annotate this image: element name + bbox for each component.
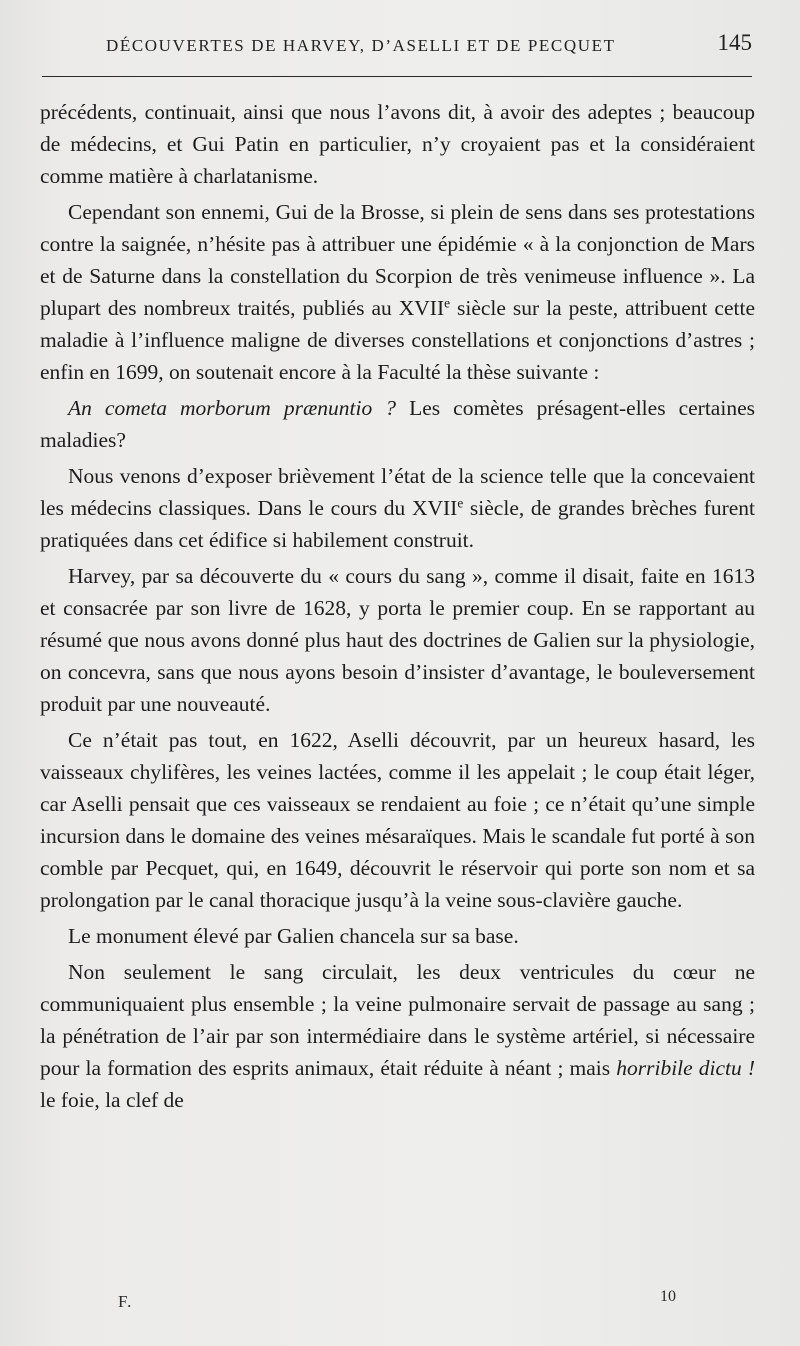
paragraph bbox=[40, 724, 755, 916]
text-run: Les comètes présagent-elles certaines maladies? bbox=[40, 396, 755, 452]
text-run: Non seulement le sang circulait, les deux ventricules du cœur ne communiquaient plus ensemble ; la veine pulmonaire servait de passage au sang ; la pénétration de l’air par son intermédiaire dans le système artériel, si nécessaire pour la formation des esprits animaux, était réduite à néant ; mais bbox=[40, 960, 755, 1080]
signature-mark: F. bbox=[118, 1292, 133, 1311]
superscript: e bbox=[444, 295, 451, 311]
text-run: Le monument élevé par Galien chancela sur sa base. bbox=[68, 924, 519, 948]
page-number: 145 bbox=[717, 30, 752, 55]
running-head: DÉCOUVERTES DE HARVEY, D’ASELLI ET DE PECQUET bbox=[106, 36, 616, 55]
sheet-number: 10 bbox=[660, 1288, 676, 1305]
paragraph bbox=[40, 560, 755, 720]
paragraph bbox=[40, 392, 755, 456]
paragraph bbox=[40, 920, 755, 952]
superscript: e bbox=[457, 495, 464, 511]
header-rule bbox=[42, 76, 752, 77]
body-text bbox=[40, 96, 755, 1116]
text-run: le foie, la clef de bbox=[40, 1088, 184, 1112]
paragraph bbox=[40, 460, 755, 556]
text-run: Cependant son ennemi, Gui de la Brosse, si plein de sens dans ses protestations contre la saignée, n’hésite pas à attribuer une épidémie « à la conjonction de Mars et de Saturne dans la constellation du Scorpion de très venimeuse influence ». La plupart des nombreux traités, publiés au XVII bbox=[40, 200, 755, 320]
italic-phrase: horribile dictu ! bbox=[616, 1056, 755, 1080]
page-footer bbox=[40, 1288, 752, 1318]
paragraph bbox=[40, 956, 755, 1116]
text-run: précédents, continuait, ainsi que nous l’avons dit, à avoir des adeptes ; beaucoup de médecins, et Gui Patin en particulier, n’y croyaient pas et la considéraient comme matière à charlatanisme. bbox=[40, 100, 755, 188]
text-run: siècle, de grandes brèches furent pratiquées dans cet édifice si habilement construit. bbox=[40, 496, 755, 552]
text-run: siècle sur la peste, attribuent cette maladie à l’influence maligne de diverses constellations et conjonctions d’astres ; enfin en 1699, on soutenait encore à la Faculté la thèse suivante : bbox=[40, 296, 755, 384]
paragraph bbox=[40, 196, 755, 388]
paragraph bbox=[40, 96, 755, 192]
text-run: Harvey, par sa découverte du « cours du sang », comme il disait, faite en 1613 et consacrée par son livre de 1628, y porta le premier coup. En se rapportant au résumé que nous avons donné plus haut des doctrines de Galien sur la physiologie, on concevra, sans que nous ayons besoin d’insister d’avantage, le bouleversement produit par une nouveauté. bbox=[40, 564, 755, 716]
text-run: Nous venons d’exposer brièvement l’état de la science telle que la concevaient les médecins classiques. Dans le cours du XVII bbox=[40, 464, 755, 520]
page-header bbox=[40, 28, 752, 68]
italic-phrase: An cometa morborum prænuntio ? bbox=[68, 396, 397, 420]
text-run: Ce n’était pas tout, en 1622, Aselli découvrit, par un heureux hasard, les vaisseaux chylifères, les veines lactées, comme il les appelait ; le coup était léger, car Aselli pensait que ces vaisseaux se rendaient au foie ; ce n’était qu’une simple incursion dans le domaine des veines mésaraïques. Mais le scandale fut porté à son comble par Pecquet, qui, en 1649, découvrit le réservoir qui porte son nom et sa prolongation par le canal thoracique jusqu’à la veine sous-clavière gauche. bbox=[40, 728, 755, 912]
